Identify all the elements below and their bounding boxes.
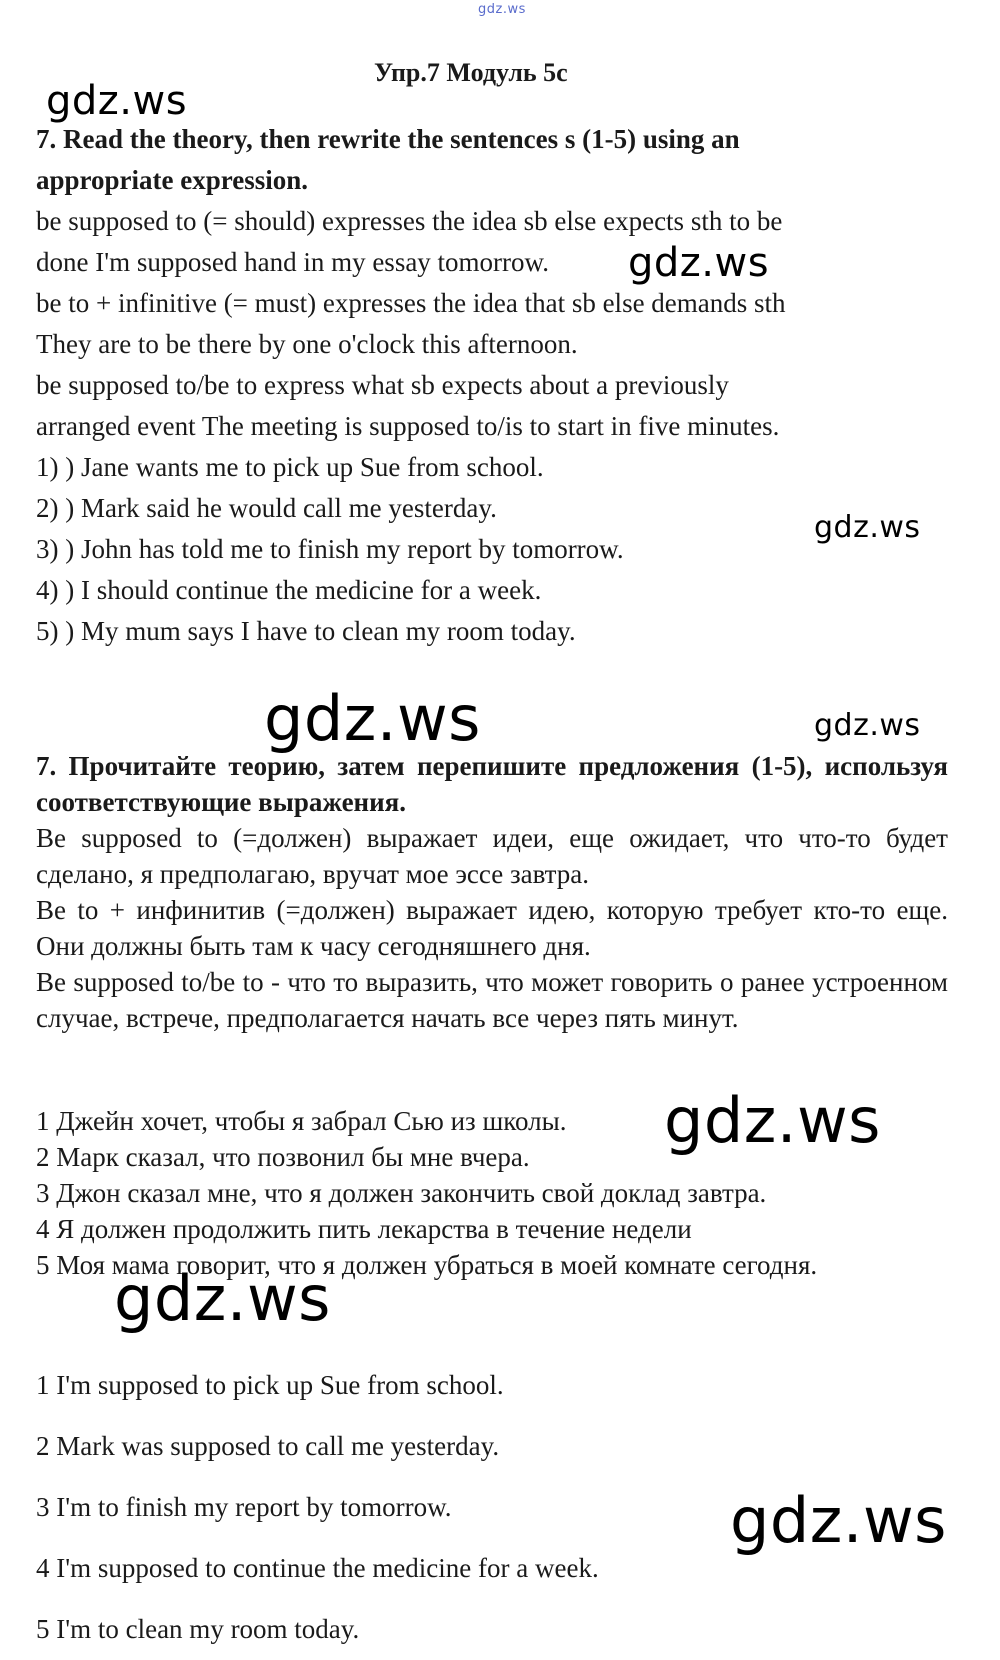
answer-item: 1 I'm supposed to pick up Sue from school. xyxy=(36,1370,504,1400)
answer-item: 2 Mark was supposed to call me yesterday. xyxy=(36,1431,500,1461)
english-theory-line: be supposed to/be to express what sb expects about a previously xyxy=(36,370,729,400)
russian-theory-paragraph: Be supposed to (=должен) выражает идеи, еще ожидает, что что-то будет сделано, я предполагаю, вручат мое эссе завтра. xyxy=(36,823,948,889)
answer-item: 3 I'm to finish my report by tomorrow. xyxy=(36,1492,452,1522)
english-theory-line: arranged event The meeting is supposed to/is to start in five minutes. xyxy=(36,411,780,441)
russian-item: 3 Джон сказал мне, что я должен закончить свой доклад завтра. xyxy=(36,1178,767,1208)
watermark-top: gdz.ws xyxy=(478,2,526,17)
russian-item: 4 Я должен продолжить пить лекарства в течение недели xyxy=(36,1214,692,1244)
english-theory-line: done I'm supposed hand in my essay tomorrow. xyxy=(36,247,550,277)
watermark: gdz.ws xyxy=(730,1484,947,1557)
english-theory-line: be supposed to (= should) expresses the idea sb else expects sth to be xyxy=(36,206,783,236)
english-theory-line: They are to be there by one o'clock this afternoon. xyxy=(36,329,578,359)
english-item: 2) ) Mark said he would call me yesterday. xyxy=(36,493,497,523)
russian-item: 5 Моя мама говорит, что я должен убраться в моей комнате сегодня. xyxy=(36,1250,818,1280)
russian-theory-paragraph: Be to + инфинитив (=должен) выражает идею, которую требует кто-то еще. Они должны быть там к часу сегодняшнего дня. xyxy=(36,895,948,961)
watermark: gdz.ws xyxy=(264,682,481,755)
answer-item: 4 I'm supposed to continue the medicine for a week. xyxy=(36,1553,599,1583)
english-task-line: appropriate expression. xyxy=(36,165,309,195)
english-theory-line: be to + infinitive (= must) expresses the idea that sb else demands sth xyxy=(36,288,786,318)
watermark: gdz.ws xyxy=(814,510,921,545)
answer-item: 5 I'm to clean my room today. xyxy=(36,1614,360,1644)
russian-item: 1 Джейн хочет, чтобы я забрал Сью из школы. xyxy=(36,1106,567,1136)
watermark: gdz.ws xyxy=(664,1084,881,1157)
page-title: Упр.7 Модуль 5с xyxy=(374,58,568,87)
english-item: 5) ) My mum says I have to clean my room today. xyxy=(36,616,576,646)
watermark: gdz.ws xyxy=(46,78,188,124)
english-item: 3) ) John has told me to finish my report by tomorrow. xyxy=(36,534,624,564)
russian-theory-paragraph: Be supposed to/be to - что то выразить, что может говорить о ранее устроенном случае, встрече, предполагается начать все через пять минут. xyxy=(36,967,948,1033)
russian-task: 7. Прочитайте теорию, затем перепишите предложения (1-5), используя соответствующие выражения. xyxy=(36,751,948,817)
english-item: 4) ) I should continue the medicine for a week. xyxy=(36,575,542,605)
english-task-line: 7. Read the theory, then rewrite the sentences s (1-5) using an xyxy=(36,124,740,154)
russian-item: 2 Марк сказал, что позвонил бы мне вчера. xyxy=(36,1142,530,1172)
watermark: gdz.ws xyxy=(814,708,921,743)
watermark: gdz.ws xyxy=(114,1262,331,1335)
english-item: 1) ) Jane wants me to pick up Sue from school. xyxy=(36,452,544,482)
watermark: gdz.ws xyxy=(628,240,770,286)
russian-section xyxy=(36,748,948,1036)
